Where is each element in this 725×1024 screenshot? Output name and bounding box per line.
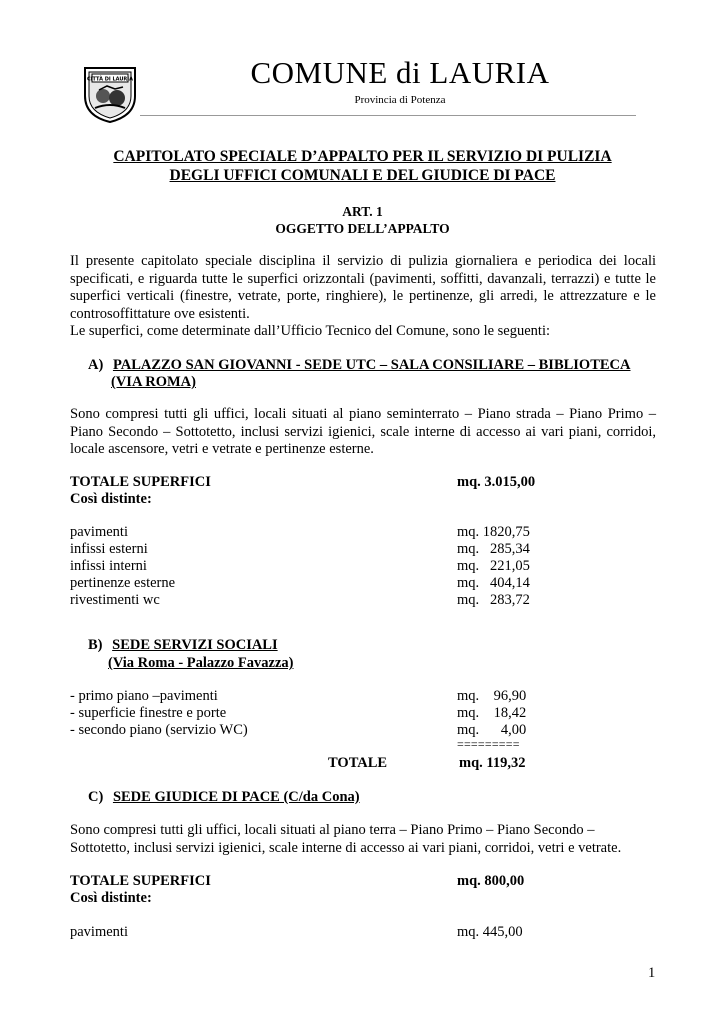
section-a-item-label: infissi interni (70, 558, 147, 574)
intro-line-5: Le superfici, come determinate dall’Ufficio Tecnico del Comune, sono le seguenti: (70, 323, 551, 339)
section-b-item-label: - superficie finestre e porte (70, 705, 227, 721)
section-a-heading (88, 357, 631, 375)
section-b-item-value: mq. 4,00 (457, 722, 527, 738)
document-title-line-2: DEGLI UFFICI COMUNALI E DEL GIUDICE DI PACE (169, 167, 556, 184)
intro-line-1: Il presente capitolato speciale disciplina il servizio di pulizia giornaliera e periodica dei locali (70, 253, 656, 269)
intro-line-4: controsoffittature ove esistenti. (70, 305, 250, 322)
section-a-letter: A) (88, 357, 104, 373)
section-a-desc-line-2: Piano Secondo – Sottotetto, inclusi servizi igienici, scale interne di accesso ai vari piani, corridoi, (70, 423, 656, 440)
intro-line-2: specificati, e riguarda tutte le superfici orizzontali (pavimenti, soffitti, davanzali, terrazzi) e tutte le (70, 270, 656, 287)
section-a-desc-line-3: locale ascensore, vetri e vetrate e pertinenze esterne. (70, 441, 374, 457)
section-b-item-value: mq. 96,90 (457, 688, 527, 704)
page-number: 1 (648, 965, 656, 981)
section-c-desc-line-2: Sottotetto, inclusi servizi igienici, scale interne di accesso ai vari piani, corridoi, vetri e vetrate. (70, 839, 622, 856)
section-c-distinct-label: Così distinte: (70, 890, 152, 906)
section-b-total-label: TOTALE (328, 755, 388, 771)
section-b-letter: B) (88, 637, 103, 653)
section-a-item-value: mq. 1820,75 (457, 524, 530, 540)
section-a-item-label: pertinenze esterne (70, 575, 176, 591)
section-a-title-line-1: PALAZZO SAN GIOVANNI - SEDE UTC – SALA CONSILIARE – BIBLIOTECA (112, 357, 631, 373)
section-b-title-line-1: SEDE SERVIZI SOCIALI (112, 637, 278, 653)
section-c-item-label: pavimenti (70, 924, 128, 940)
section-a-title-line-2: (VIA ROMA) (111, 374, 196, 390)
section-c-letter: C) (88, 789, 104, 805)
page-subtitle: Provincia di Potenza (354, 94, 446, 106)
section-c-title: SEDE GIUDICE DI PACE (C/da Cona) (112, 789, 360, 805)
section-c-heading (88, 789, 360, 807)
section-b-total-value: mq. 119,32 (459, 755, 526, 771)
section-c-desc-line-1: Sono compresi tutti gli uffici, locali situati al piano terra – Piano Primo – Piano Secondo – (70, 822, 595, 838)
section-a-item-value: mq. 404,14 (457, 575, 530, 591)
section-a-total-value: mq. 3.015,00 (457, 474, 536, 490)
section-a-item-value: mq. 285,34 (457, 541, 530, 557)
intro-line-3: superfici verticali (finestre, vetrate, porte, ringhiere), le pertinenze, gli arredi, le attrezzature e le (70, 288, 656, 304)
section-c-total-label: TOTALE SUPERFICI (70, 873, 211, 889)
section-b-item-value: mq. 18,42 (457, 705, 527, 721)
section-c-item-value: mq. 445,00 (457, 924, 523, 940)
section-b-title-line-2: (Via Roma - Palazzo Favazza) (108, 655, 294, 671)
article-heading: OGGETTO DELL’APPALTO (275, 221, 450, 236)
section-c-total-value: mq. 800,00 (457, 873, 525, 889)
section-a-item-label: pavimenti (70, 524, 128, 540)
section-b-item-label: - secondo piano (servizio WC) (70, 722, 248, 738)
document-title-line-1: CAPITOLATO SPECIALE D’APPALTO PER IL SERVIZIO DI PULIZIA (113, 148, 612, 165)
section-a-desc-line-1: Sono compresi tutti gli uffici, locali situati al piano seminterrato – Piano strada – Piano Primo – (70, 406, 656, 422)
svg-text:CITTÀ DI LAURIA: CITTÀ DI LAURIA (87, 76, 133, 83)
section-b-heading (88, 637, 278, 655)
section-a-item-value: mq. 283,72 (457, 592, 530, 608)
section-a-item-label: rivestimenti wc (70, 592, 160, 608)
page-title: COMUNE di LAURIA (250, 55, 550, 90)
section-a-total-label: TOTALE SUPERFICI (70, 474, 211, 490)
section-b-item-label: - primo piano –pavimenti (70, 688, 218, 704)
section-a-distinct-label: Così distinte: (70, 491, 152, 507)
section-a-item-label: infissi esterni (70, 541, 148, 557)
article-number: ART. 1 (342, 204, 383, 219)
section-a-item-value: mq. 221,05 (457, 558, 530, 574)
section-b-separator: ========= (457, 737, 520, 751)
header-divider (140, 115, 636, 116)
